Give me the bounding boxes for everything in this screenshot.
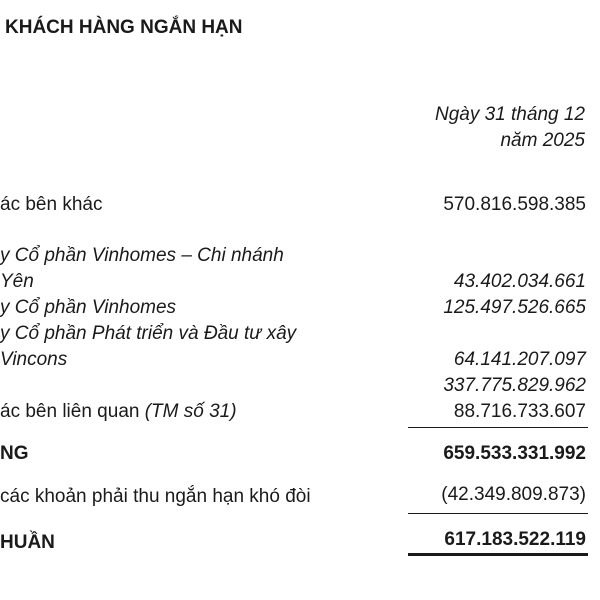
row-label-vinhomes-branch-1: y Cổ phần Vinhomes – Chi nhánh	[0, 245, 284, 266]
row-label-provision: các khoản phải thu ngắn hạn khó đòi	[0, 486, 311, 507]
row-value-net: 617.183.522.119	[444, 529, 586, 550]
row-label-net: HUẦN	[0, 532, 55, 553]
row-label-other-parties: ác bên khác	[0, 194, 103, 215]
related-parties-note: (TM số 31)	[144, 401, 237, 422]
row-value-other-subtotal: 337.775.829.962	[443, 375, 586, 396]
related-parties-text: ác bên liên quan	[0, 401, 145, 422]
row-label-vinhomes-branch-2: Yên	[0, 271, 34, 292]
row-value-related-parties: 88.716.733.607	[453, 401, 586, 422]
row-label-total: NG	[0, 443, 29, 464]
provision-rule	[408, 513, 588, 514]
column-header-date: Ngày 31 tháng 12	[434, 104, 585, 125]
row-value-provision: (42.349.809.873)	[441, 484, 586, 505]
row-value-total: 659.533.331.992	[443, 443, 586, 464]
column-header-year: năm 2025	[500, 130, 585, 151]
net-double-rule	[408, 553, 588, 556]
row-label-vinhomes: y Cổ phần Vinhomes	[0, 297, 177, 318]
row-label-vincons-1: y Cổ phần Phát triển và Đầu tư xây	[0, 323, 297, 344]
row-label-vincons-2: Vincons	[0, 349, 68, 370]
row-label-related-parties	[0, 402, 237, 421]
row-value-vinhomes: 125.497.526.665	[443, 297, 586, 318]
subtotal-rule	[408, 427, 588, 428]
section-title: KHÁCH HÀNG NGẮN HẠN	[5, 17, 243, 38]
row-value-other-parties: 570.816.598.385	[443, 194, 586, 215]
row-value-vincons: 64.141.207.097	[453, 349, 586, 370]
row-value-vinhomes-branch: 43.402.034.661	[453, 271, 586, 292]
